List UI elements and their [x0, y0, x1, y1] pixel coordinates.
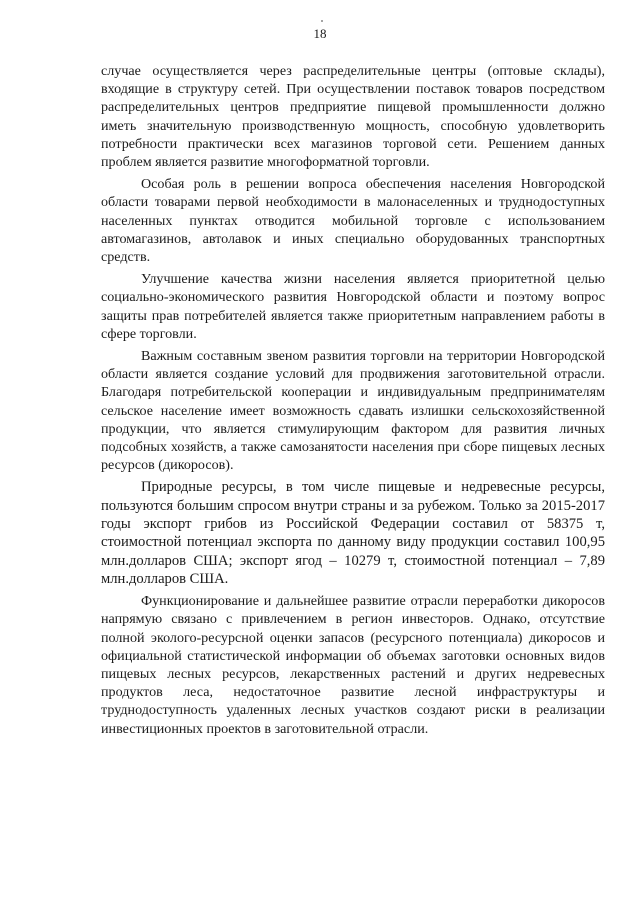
paragraph-natural-resources: Природные ресурсы, в том числе пищевые и недревесные ресурсы, пользуются большим спросом внутри страны и за рубежом. Только за 2015-2017 годы экспорт грибов из Российской Федерации составил от 58375 т, стоимостной потенциал экспорта по данному виду продукции составил 100,95 млн.долларов США; экспорт ягод – 10279 т, стоимостной потенциал – 7,89 млн.долларов США. — [101, 479, 605, 587]
paragraph-processing-industry: Функционирование и дальнейшее развитие отрасли переработки дикоросов напрямую связано с привлечением в регион инвесторов. Однако, отсутствие полной эколого-ресурсной оценки запасов (ресурсного потенциала) дикоросов и официальной статистической информации об объемах заготовки основных видов пищевых лесных ресурсов, лекарственных растений и других недревесных продуктов леса, недостаточное развитие лесной инфраструктуры и труднодоступность удаленных лесных участков создают риски в реализации инвестиционных проектов в заготовительной отрасли. — [101, 593, 605, 737]
scan-dot — [321, 20, 323, 22]
page-number: 18 — [313, 26, 327, 41]
paragraph-quality-of-life: Улучшение качества жизни населения является приоритетной целью социально-экономического развития Новгородской области и поэтому вопрос защиты прав потребителей является также приоритетным направлением работы в сфере торговли. — [101, 271, 605, 342]
paragraph-continuation: случае осуществляется через распределительные центры (оптовые склады), входящие в структуру сетей. При осуществлении поставок товаров посредством распределительных центров предприятие пищевой промышленности должно иметь значительную производственную мощность, способную удовлетворить потребности практически всех магазинов торговой сети. Решением данных проблем является развитие многоформатной торговли. — [101, 63, 605, 171]
paragraph-mobile-trade: Особая роль в решении вопроса обеспечения населения Новгородской области товарами первой необходимости в малонаселенных и труднодоступных населенных пунктах отводится мобильной торговле с использованием автомагазинов, автолавок и иных специально оборудованных транспортных средств. — [101, 176, 605, 266]
body-text — [101, 62, 605, 738]
paragraph-procurement: Важным составным звеном развития торговли на территории Новгородской области является создание условий для продвижения заготовительной отрасли. Благодаря потребительской кооперации и индивидуальным предпринимателям сельское население имеет возможность сдавать излишки сельскохозяйственной продукции, что является стимулирующим фактором для развития личных подсобных хозяйств, а также самозанятости населения при сборе пищевых лесных ресурсов (дикоросов). — [101, 348, 605, 474]
